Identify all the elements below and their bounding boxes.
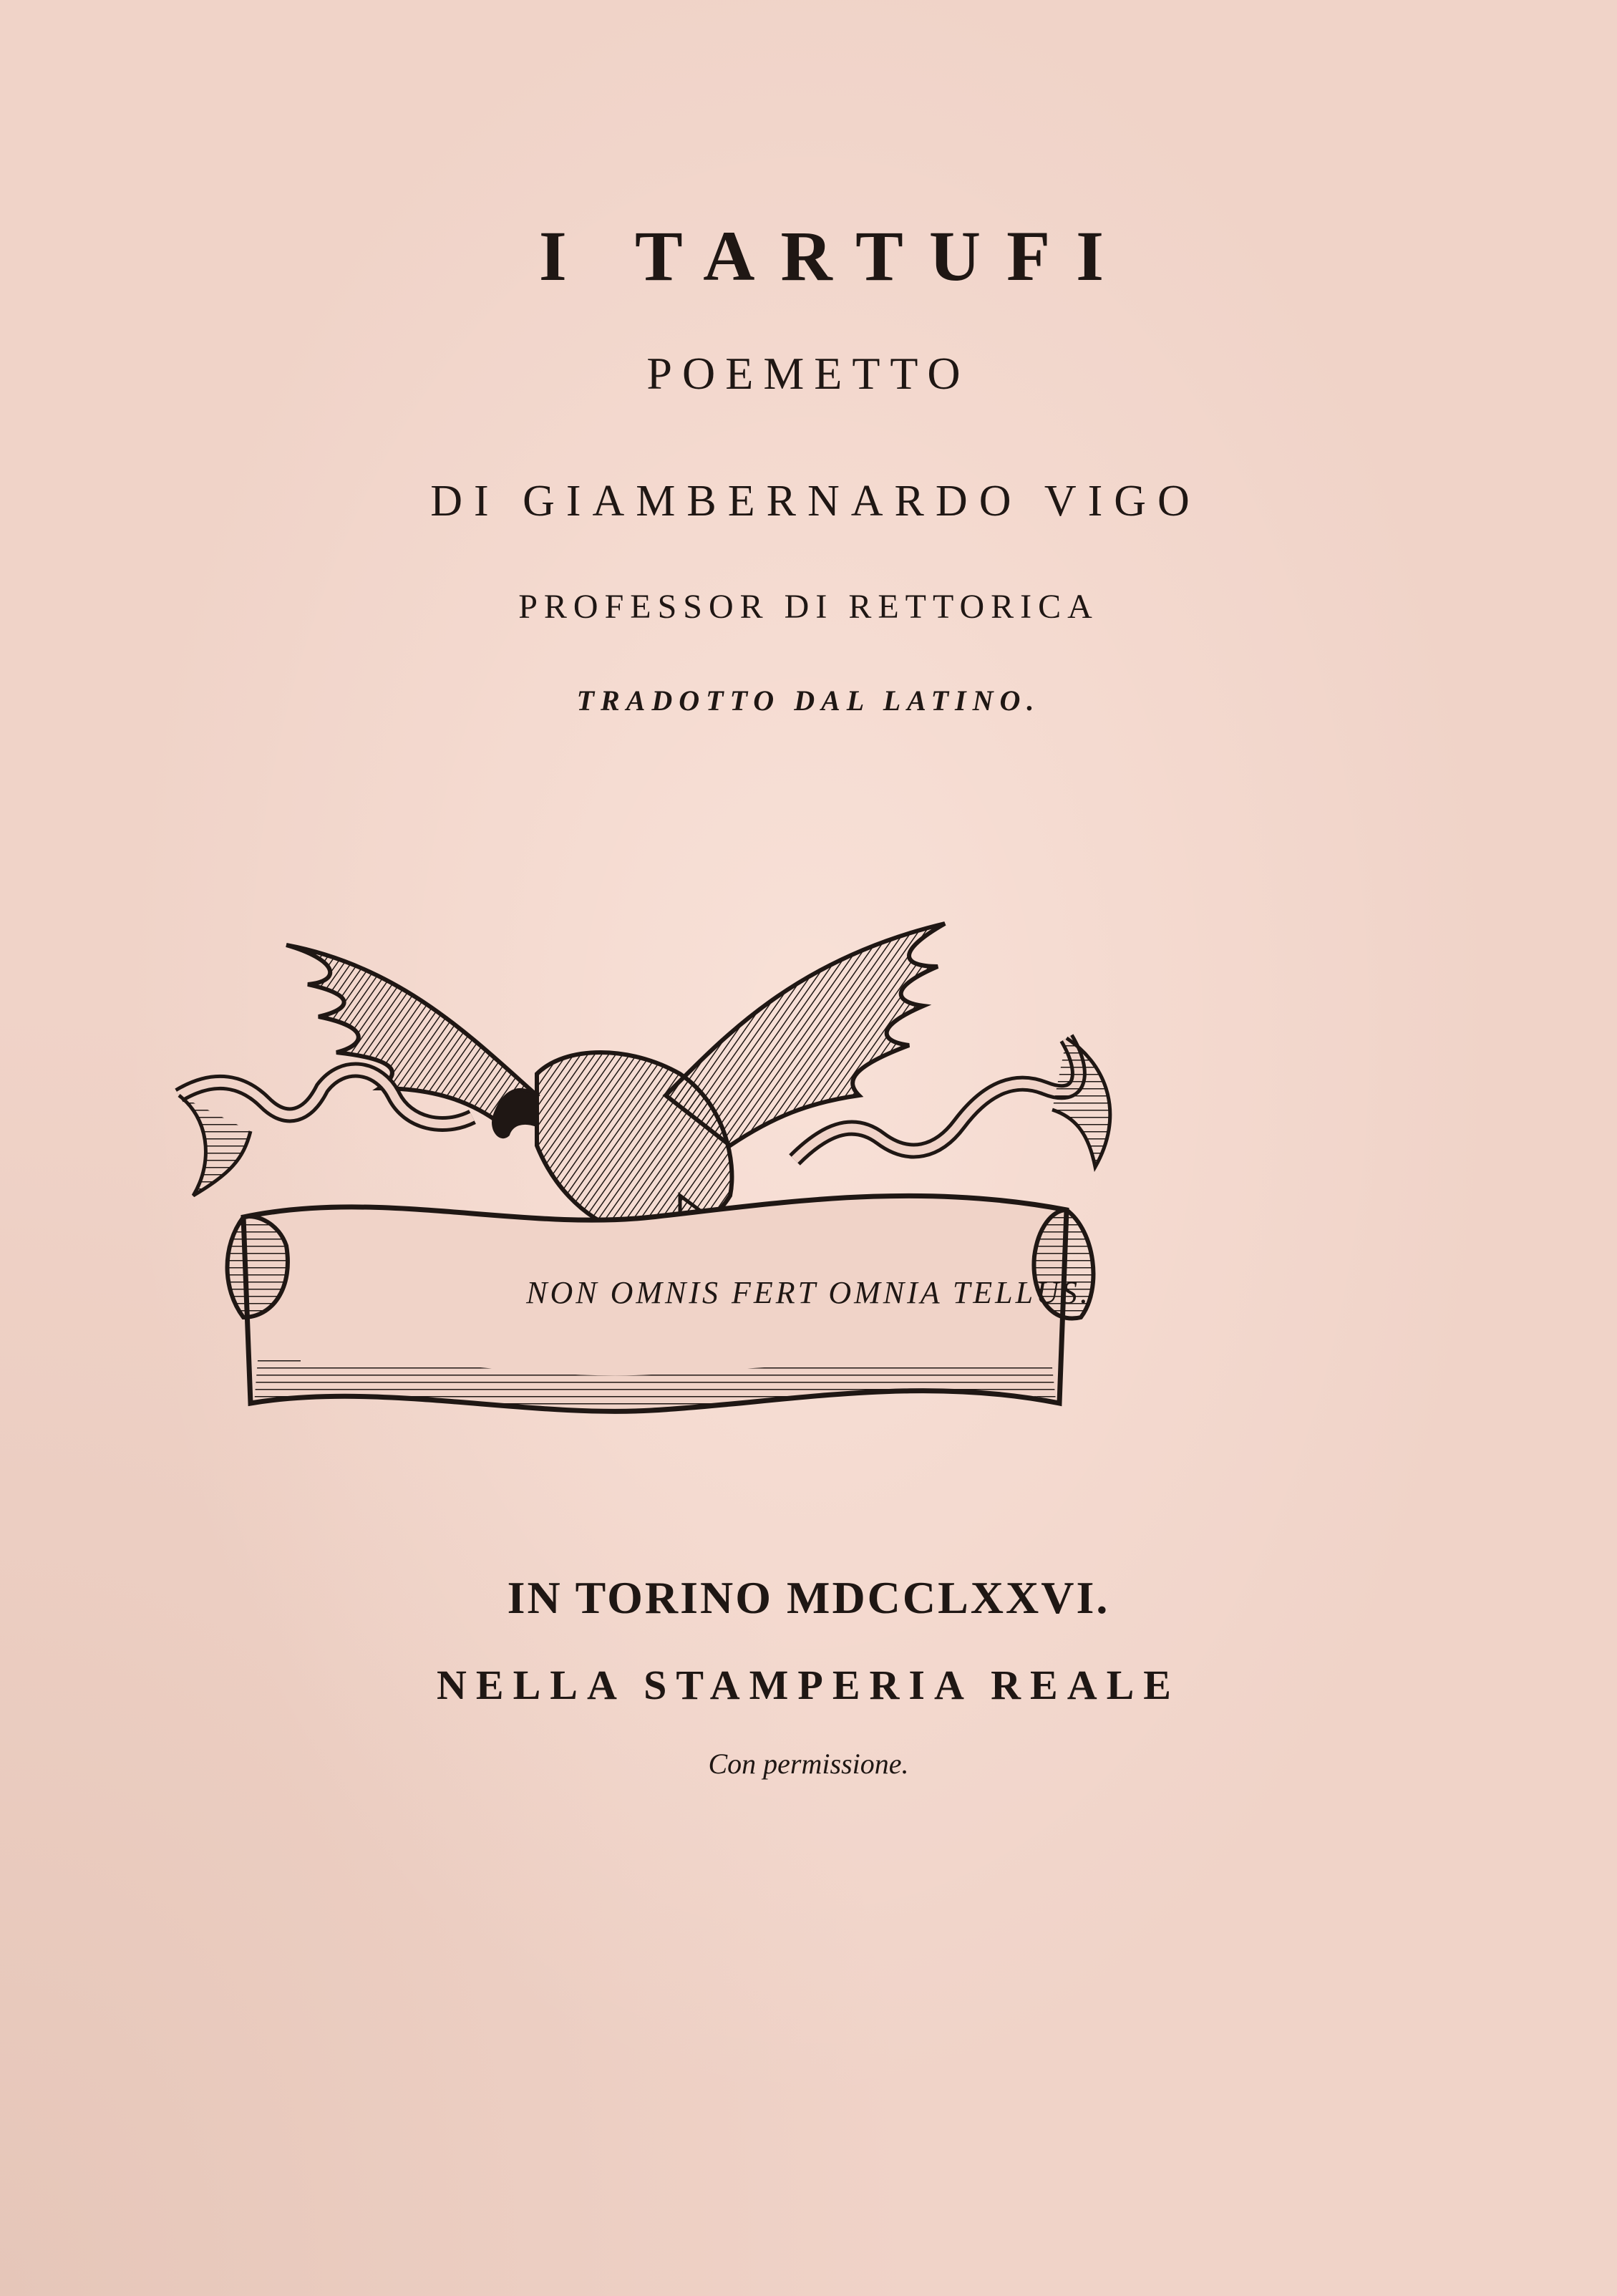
imprint-permission: Con permissione. xyxy=(708,1748,909,1780)
profession-line: PROFESSOR DI RETTORICA xyxy=(518,588,1099,626)
imprint-place-date: IN TORINO MDCCLXXVI. xyxy=(507,1572,1110,1623)
eagle-banner-icon xyxy=(165,859,1138,1418)
emblem-motto: NON OMNIS FERT OMNIA TELLUS. xyxy=(526,1275,1091,1310)
translation-line: TRADOTTO DAL LATINO. xyxy=(576,684,1041,717)
author-line: DI GIAMBERNARDO VIGO xyxy=(430,477,1201,525)
book-subtitle: POEMETTO xyxy=(646,348,971,399)
imprint-printer: NELLA STAMPERIA REALE xyxy=(437,1662,1180,1708)
book-title: I TARTUFI xyxy=(538,216,1130,296)
